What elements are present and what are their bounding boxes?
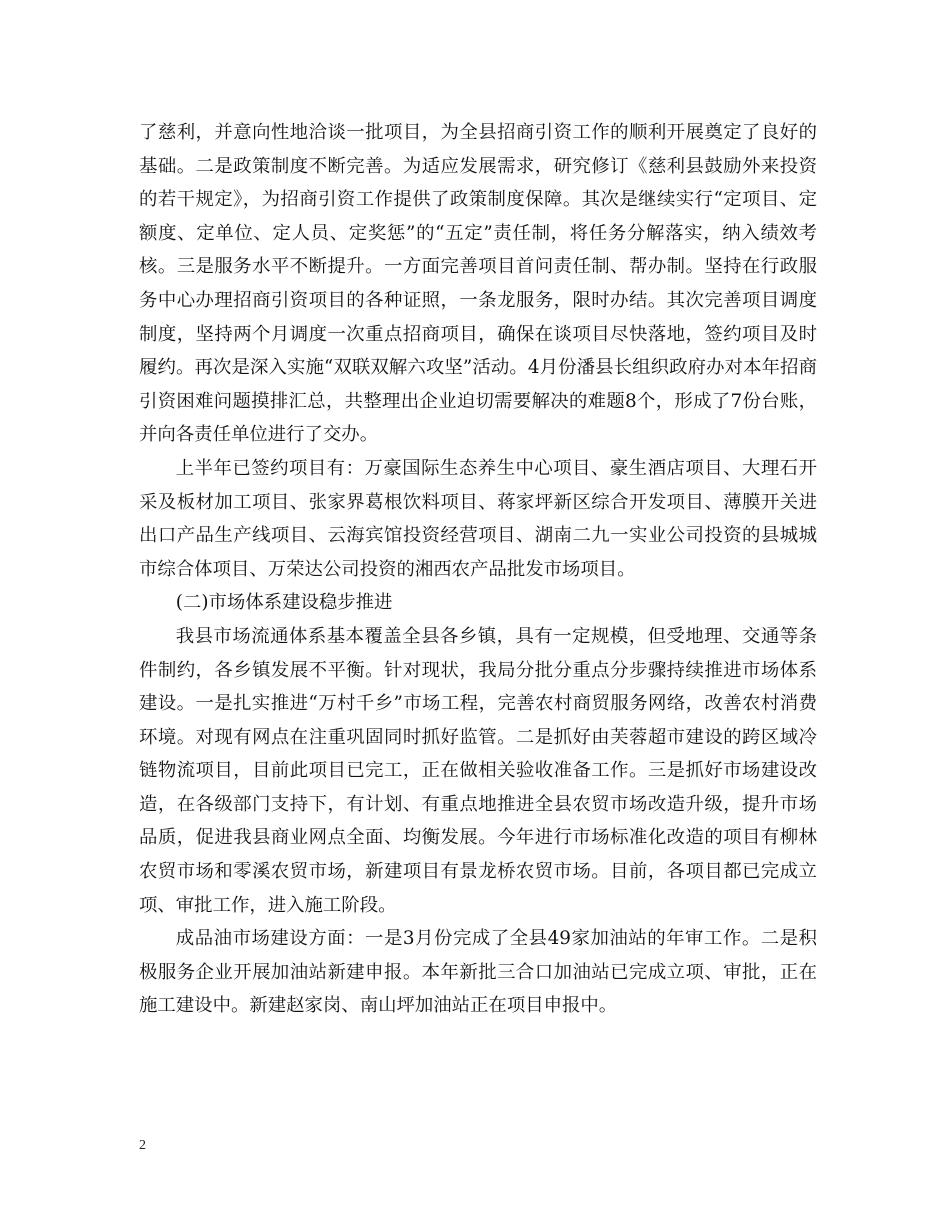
paragraph-investment-policy: 了慈利，并意向性地洽谈一批项目，为全县招商引资工作的顺利开展奠定了良好的基础。二是政策制度不断完善。为适应发展需求，研究修订《慈利县鼓励外来投资的若干规定》，为招商引资工作提供了政策制度保障。其次是继续实行“定项目、定额度、定单位、定人员、定奖惩”的“五定”责任制，将任务分解落实，纳入绩效考核。三是服务水平不断提升。一方面完善项目首问责任制、帮办制。坚持在行政服务中心办理招商引资项目的各种证照，一条龙服务，限时办结。其次完善项目调度制度，坚持两个月调度一次重点招商项目，确保在谈项目尽快落地，签约项目及时履约。再次是深入实施“双联双解六攻坚”活动。4月份潘县长组织政府办对本年招商引资困难问题摸排汇总，共整理出企业迫切需要解决的难题8个，形成了7份台账，并向各责任单位进行了交办。 [139, 122, 817, 446]
paragraph-refined-oil-market: 成品油市场建设方面：一是3月份完成了全县49家加油站的年审工作。二是积极服务企业开展加油站新建申报。本年新批三合口加油站已完成立项、审批，正在施工建设中。新建赵家岗、南山坪加油站正在项目申报中。 [139, 928, 817, 1017]
section-heading-market-system: (二)市场体系建设稳步推进 [175, 592, 393, 614]
page-number: 2 [139, 1138, 146, 1153]
paragraph-signed-projects: 上半年已签约项目有：万豪国际生态养生中心项目、豪生酒店项目、大理石开采及板材加工项目、张家界葛根饮料项目、蒋家坪新区综合开发项目、薄膜开关进出口产品生产线项目、云海宾馆投资经营项目、湖南二九一实业公司投资的县城城市综合体项目、万荣达公司投资的湘西农产品批发市场项目。 [139, 457, 817, 580]
document-body [139, 116, 817, 1023]
paragraph-market-circulation: 我县市场流通体系基本覆盖全县各乡镇，具有一定规模，但受地理、交通等条件制约，各乡镇发展不平衡。针对现状，我局分批分重点分步骤持续推进市场体系建设。一是扎实推进“万村千乡”市场工程，完善农村商贸服务网络，改善农村消费环境。对现有网点在注重巩固同时抓好监管。二是抓好由芙蓉超市建设的跨区域冷链物流项目，目前此项目已完工，正在做相关验收准备工作。三是抓好市场建设改造，在各级部门支持下，有计划、有重点地推进全县农贸市场改造升级，提升市场品质，促进我县商业网点全面、均衡发展。今年进行市场标准化改造的项目有柳林农贸市场和零溪农贸市场，新建项目有景龙桥农贸市场。目前，各项目都已完成立项、审批工作，进入施工阶段。 [139, 625, 817, 916]
